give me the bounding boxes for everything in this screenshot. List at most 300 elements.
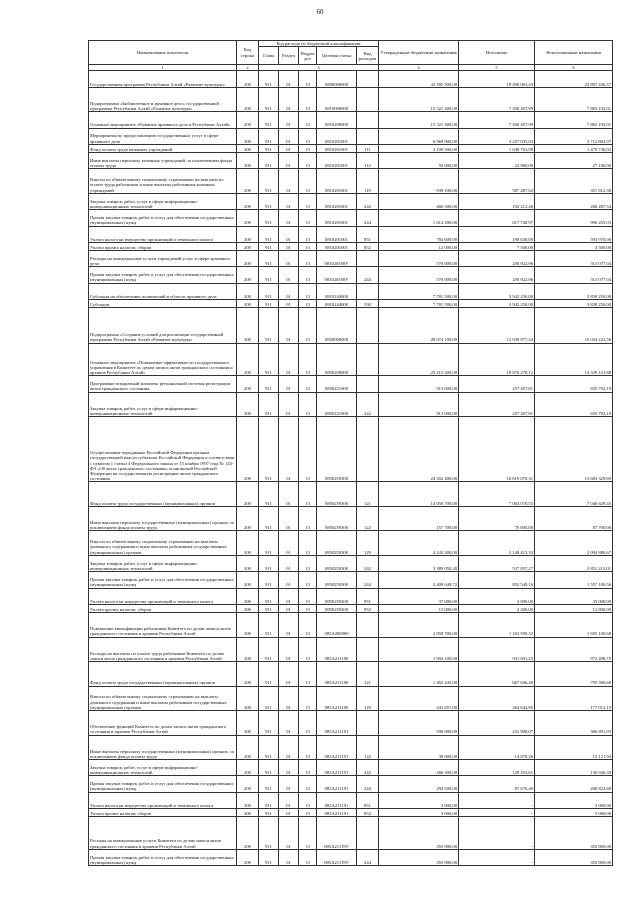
row-approved: 1 462 443,00: [379, 662, 459, 687]
row-glava: 911: [259, 169, 279, 194]
row-podrazdel: 13: [299, 71, 317, 87]
row-podrazdel: 13: [299, 376, 317, 392]
column-number: 4: [379, 65, 459, 71]
row-name: Подпрограмма «Библиотечное и архивное дело» государственной программы Республики Алтай «Развитие культуры»: [89, 87, 237, 112]
row-executed: 19 498 063,43: [459, 71, 535, 87]
row-approved: 2 858 700,00: [379, 613, 459, 638]
row-name: Уплата налога на имущество организаций и земельного налога: [89, 792, 237, 808]
row-executed: 192 212,46: [459, 193, 535, 209]
row-razdel: 01: [279, 613, 299, 638]
row-line-code: 200: [237, 482, 259, 507]
row-unexecuted: 5 000,00: [535, 808, 613, 816]
row-line-code: 200: [237, 193, 259, 209]
row-line-code: 200: [237, 776, 259, 792]
row-unexecuted: 355 800,00: [535, 817, 613, 850]
row-executed: 7 500,00: [459, 242, 535, 250]
row-podrazdel: 13: [299, 128, 317, 144]
row-glava: 911: [259, 308, 279, 343]
row-approved: 43 395 500,00: [379, 71, 459, 87]
row-glava: 911: [259, 226, 279, 242]
row-unexecuted: 268 287,54: [535, 193, 613, 209]
row-name: Иные выплаты персоналу государственных (муниципальных) органов, за исключением фонда оплаты труда: [89, 506, 237, 531]
row-executed: 129 353,61: [459, 760, 535, 776]
row-name: Субсидии на обеспечение полномочий в области архивного дела: [89, 283, 237, 299]
row-approved: 12 000,00: [379, 242, 459, 250]
row-podrazdel: 13: [299, 776, 317, 792]
row-executed: 7 458 207,99: [459, 112, 535, 128]
row-razdel: 01: [279, 226, 299, 242]
row-name: Закупка товаров, работ, услуг в сфере информационно-коммуникационных технологий: [89, 555, 237, 571]
row-executed: 852 549,16: [459, 572, 535, 588]
row-razdel: 01: [279, 144, 299, 152]
row-approved: 294 500,00: [379, 776, 459, 792]
row-glava: 911: [259, 144, 279, 152]
row-razdel: 01: [279, 71, 299, 87]
row-podrazdel: 13: [299, 300, 317, 308]
row-target: 085А211191: [317, 808, 357, 816]
row-podrazdel: 13: [299, 283, 317, 299]
row-approved: 570 000,00: [379, 251, 459, 267]
row-expense-type: 111: [357, 144, 379, 152]
row-approved: 7 781 500,00: [379, 283, 459, 299]
row-unexecuted: 996 459,03: [535, 210, 613, 226]
table-row: [89, 169, 613, 194]
row-target: 085А211100: [317, 686, 357, 711]
row-unexecuted: 795 396,60: [535, 662, 613, 687]
row-line-code: 200: [237, 604, 259, 612]
row-target: 0850259300: [317, 482, 357, 507]
row-executed: 3 942 250,00: [459, 300, 535, 308]
row-podrazdel: 13: [299, 343, 317, 376]
row-glava: 911: [259, 267, 279, 283]
row-podrazdel: 13: [299, 572, 317, 588]
row-unexecuted: 7 046 629,45: [535, 482, 613, 507]
row-podrazdel: 13: [299, 169, 317, 194]
row-glava: 911: [259, 637, 279, 662]
row-approved: 784 600,00: [379, 226, 459, 242]
table-row: [89, 760, 613, 776]
row-razdel: 01: [279, 711, 299, 736]
table-row: [89, 531, 613, 556]
row-unexecuted: 87 700,00: [535, 506, 613, 531]
row-executed: 70 000,00: [459, 506, 535, 531]
row-target: 0850259300: [317, 531, 357, 556]
row-executed: -: [459, 792, 535, 808]
row-name: Уплата прочих налогов, сборов: [89, 808, 237, 816]
row-executed: 258 922,96: [459, 267, 535, 283]
row-razdel: 01: [279, 817, 299, 850]
row-name: Осуществление переданных Российской Федерации органам государственной власти субъектов Российской Федерации в соответствии с пунктом 1 статьи 4 Федерального закона от 15 ноября 1997 года № 143-ФЗ «Об актах гражданского состояния» полномочий Российской Федерации на государственную регистрацию актов гражданского состояния: [89, 417, 237, 482]
row-executed: 2 148 413,33: [459, 531, 535, 556]
header-target: Целевая статья: [317, 47, 357, 65]
row-unexecuted: 136 946,39: [535, 760, 613, 776]
row-glava: 911: [259, 686, 279, 711]
row-razdel: 01: [279, 735, 299, 760]
table-row: [89, 226, 613, 242]
row-name: Фонд оплаты труда государственных (муниципальных) органов: [89, 662, 237, 687]
row-target: 085А211191: [317, 792, 357, 808]
row-expense-type: 122: [357, 735, 379, 760]
row-executed: 257 207,81: [459, 392, 535, 417]
row-expense-type: [357, 417, 379, 482]
row-line-code: 200: [237, 343, 259, 376]
row-name: Фонд оплаты труда казенных учреждений: [89, 144, 237, 152]
row-expense-type: 852: [357, 242, 379, 250]
table-row: [89, 71, 613, 87]
row-name: Прочая закупка товаров, работ и услуг для обеспечения государственных (муниципальных) нужд: [89, 776, 237, 792]
row-target: 081020100У: [317, 267, 357, 283]
row-approved: 24 302 400,00: [379, 417, 459, 482]
row-name: Закупка товаров, работ, услуг в сфере информационно-коммуникационных технологий: [89, 760, 237, 776]
row-name: Прочая закупка товаров, работ и услуг для обеспечения государственных (муниципальных) нужд: [89, 849, 237, 865]
row-target: 085А21119У: [317, 817, 357, 850]
row-approved: 7 781 500,00: [379, 300, 459, 308]
row-approved: 37 000,00: [379, 588, 459, 604]
row-approved: 1 904 100,00: [379, 637, 459, 662]
row-target: 0850000000: [317, 308, 357, 343]
row-podrazdel: 13: [299, 210, 317, 226]
row-unexecuted: 4 500,00: [535, 242, 613, 250]
row-executed: -: [459, 849, 535, 865]
row-podrazdel: 13: [299, 506, 317, 531]
row-razdel: 01: [279, 169, 299, 194]
row-podrazdel: 13: [299, 482, 317, 507]
table-row: [89, 817, 613, 850]
row-expense-type: [357, 817, 379, 850]
row-razdel: 01: [279, 637, 299, 662]
table-row: [89, 308, 613, 343]
row-line-code: 200: [237, 283, 259, 299]
row-target: 085А211191: [317, 735, 357, 760]
row-glava: 911: [259, 417, 279, 482]
row-expense-type: [357, 112, 379, 128]
row-podrazdel: 13: [299, 686, 317, 711]
row-approved: 15 000,00: [379, 604, 459, 612]
row-name: Иные выплаты персоналу государственных (муниципальных) органов, за исключением фонда оплаты труда: [89, 735, 237, 760]
row-executed: 3 942 250,00: [459, 283, 535, 299]
row-executed: -: [459, 808, 535, 816]
row-target: 0850221000: [317, 376, 357, 392]
row-glava: 911: [259, 283, 279, 299]
row-razdel: 01: [279, 506, 299, 531]
row-name: Расходы на коммунальные услуги Комитета по делам записи актов гражданского состояния и архивов Республики Алтай: [89, 817, 237, 850]
row-expense-type: [357, 343, 379, 376]
row-expense-type: [357, 251, 379, 267]
row-name: Государственная программа Республики Алтай «Развитие культуры»: [89, 71, 237, 87]
row-line-code: 200: [237, 849, 259, 865]
row-line-code: 200: [237, 144, 259, 152]
row-podrazdel: 13: [299, 392, 317, 417]
row-razdel: 01: [279, 343, 299, 376]
row-razdel: 01: [279, 251, 299, 267]
table-row: [89, 849, 613, 865]
row-podrazdel: 13: [299, 817, 317, 850]
row-executed: 257 207,81: [459, 376, 535, 392]
row-glava: 911: [259, 555, 279, 571]
row-glava: 911: [259, 849, 279, 865]
row-approved: 28 074 100,00: [379, 308, 459, 343]
row-line-code: 200: [237, 711, 259, 736]
row-glava: 911: [259, 792, 279, 808]
row-executed: 22 900,00: [459, 153, 535, 169]
row-approved: 355 800,00: [379, 817, 459, 850]
row-line-code: 200: [237, 251, 259, 267]
row-razdel: 01: [279, 849, 299, 865]
row-approved: 30 000,00: [379, 735, 459, 760]
row-approved: 15 321 400,00: [379, 112, 459, 128]
row-expense-type: 244: [357, 776, 379, 792]
row-podrazdel: 13: [299, 144, 317, 152]
row-approved: 4 243 300,00: [379, 531, 459, 556]
header-classification: Код расхода по бюджетной классификации: [259, 41, 379, 47]
row-line-code: 200: [237, 637, 259, 662]
row-name: Основное мероприятие «Развитие архивного дела в Республике Алтай»: [89, 112, 237, 128]
table-row: [89, 144, 613, 152]
row-name: Мероприятия по предоставлению государственных услуг в сфере архивного дела: [89, 128, 237, 144]
table-row: [89, 588, 613, 604]
table-row: [89, 711, 613, 736]
row-executed: 12 039 877,44: [459, 308, 535, 343]
row-name: Прочая закупка товаров, работ и услуг для обеспечения государственных (муниципальных) нужд: [89, 210, 237, 226]
row-glava: 911: [259, 776, 279, 792]
row-name: Основное мероприятие «Повышение эффективности государственного управления в Комитете по делам записи актов гражданского состояния и архивов Республики Алтай»: [89, 343, 237, 376]
row-glava: 911: [259, 506, 279, 531]
row-name: Закупка товаров, работ, услуг в сфере информационно-коммуникационных технологий: [89, 392, 237, 417]
row-line-code: 200: [237, 71, 259, 87]
row-executed: 4 000,00: [459, 588, 535, 604]
row-name: Субсидии: [89, 300, 237, 308]
row-name: Прочая закупка товаров, работ и услуг для обеспечения государственных (муниципальных) нужд: [89, 267, 237, 283]
row-target: 085А211100: [317, 662, 357, 687]
row-glava: 911: [259, 662, 279, 687]
row-unexecuted: 13 683 329,69: [535, 417, 613, 482]
row-razdel: 01: [279, 776, 299, 792]
row-approved: 3 109 500,00: [379, 144, 459, 152]
row-line-code: 200: [237, 392, 259, 417]
row-line-code: 200: [237, 555, 259, 571]
row-glava: 911: [259, 808, 279, 816]
row-expense-type: 129: [357, 531, 379, 556]
row-executed: 264 644,85: [459, 686, 535, 711]
row-target: 0810244000: [317, 283, 357, 299]
row-unexecuted: 14 339 121,88: [535, 343, 613, 376]
row-expense-type: 119: [357, 169, 379, 194]
row-line-code: 200: [237, 531, 259, 556]
row-target: 0850259300: [317, 555, 357, 571]
table-row: [89, 555, 613, 571]
row-target: 0800000000: [317, 71, 357, 87]
row-unexecuted: 972 408,75: [535, 637, 613, 662]
table-row: [89, 128, 613, 144]
row-target: 0850259300: [317, 417, 357, 482]
page-number: 60: [316, 8, 324, 16]
row-executed: 587 287,62: [459, 169, 535, 194]
row-glava: 911: [259, 572, 279, 588]
header-executed: Исполнено: [459, 41, 535, 65]
column-number: 3: [259, 65, 379, 71]
row-unexecuted: 3 839 250,00: [535, 300, 613, 308]
row-expense-type: 851: [357, 588, 379, 604]
row-razdel: 01: [279, 686, 299, 711]
row-unexecuted: 593 970,00: [535, 226, 613, 242]
row-target: 0850259300: [317, 604, 357, 612]
row-executed: 1 163 599,32: [459, 613, 535, 638]
row-approved: 441 657,00: [379, 686, 459, 711]
row-approved: 939 100,00: [379, 169, 459, 194]
row-expense-type: [357, 71, 379, 87]
row-podrazdel: 13: [299, 792, 317, 808]
row-name: Программно-аппаратный комплекс региональной системы регистрации актов гражданского состояния: [89, 376, 237, 392]
header-unexecuted: Неисполненные назначения: [535, 41, 613, 65]
row-target: 0810201001: [317, 128, 357, 144]
table-row: [89, 686, 613, 711]
row-expense-type: 242: [357, 555, 379, 571]
row-glava: 911: [259, 376, 279, 392]
table-row: [89, 604, 613, 612]
row-target: 085А211100: [317, 637, 357, 662]
table-body: [89, 71, 613, 866]
row-podrazdel: 13: [299, 267, 317, 283]
row-razdel: 01: [279, 128, 299, 144]
row-razdel: 01: [279, 283, 299, 299]
table-row: [89, 193, 613, 209]
row-executed: 1 638 763,98: [459, 144, 535, 152]
row-podrazdel: 13: [299, 87, 317, 112]
row-podrazdel: 13: [299, 637, 317, 662]
row-unexecuted: 355 800,00: [535, 849, 613, 865]
column-number: 5: [459, 65, 535, 71]
row-executed: 231 908,07: [459, 711, 535, 736]
row-expense-type: [357, 613, 379, 638]
row-expense-type: 121: [357, 662, 379, 687]
row-approved: 460 500,00: [379, 193, 459, 209]
row-executed: 7 458 207,99: [459, 87, 535, 112]
table-row: [89, 792, 613, 808]
row-line-code: 200: [237, 417, 259, 482]
row-approved: 14 050 700,00: [379, 482, 459, 507]
row-line-code: 200: [237, 112, 259, 128]
table-row: [89, 343, 613, 376]
header-name: Наименование показателя: [89, 41, 237, 65]
row-razdel: 01: [279, 112, 299, 128]
row-glava: 911: [259, 711, 279, 736]
row-target: 0810200000: [317, 112, 357, 128]
row-podrazdel: 13: [299, 613, 317, 638]
table-row: [89, 283, 613, 299]
row-target: 085А211191: [317, 760, 357, 776]
row-approved: 598 800,00: [379, 711, 459, 736]
table-row: [89, 776, 613, 792]
row-expense-type: [357, 376, 379, 392]
row-expense-type: 129: [357, 686, 379, 711]
row-approved: 913 000,00: [379, 392, 459, 417]
row-razdel: 01: [279, 417, 299, 482]
row-expense-type: [357, 283, 379, 299]
row-unexecuted: 311 077,04: [535, 267, 613, 283]
row-executed: 537 837,27: [459, 555, 535, 571]
row-executed: 10 619 070,31: [459, 417, 535, 482]
row-glava: 911: [259, 242, 279, 250]
table-row: [89, 417, 613, 482]
row-expense-type: 244: [357, 267, 379, 283]
row-unexecuted: 177 012,15: [535, 686, 613, 711]
row-line-code: 200: [237, 87, 259, 112]
row-approved: 570 000,00: [379, 267, 459, 283]
row-unexecuted: 311 077,04: [535, 251, 613, 267]
row-approved: 25 215 400,00: [379, 343, 459, 376]
column-number: 2: [237, 65, 259, 71]
header-approved: Утвержденные бюджетные назначения: [379, 41, 459, 65]
row-name: Повышение квалификации работников Комитета по делам записи актов гражданского состояния и архивов Республики Алтай: [89, 613, 237, 638]
header-razdel: Раздел: [279, 47, 299, 65]
row-unexecuted: 7 863 192,01: [535, 112, 613, 128]
row-executed: 617 740,97: [459, 210, 535, 226]
row-podrazdel: 13: [299, 112, 317, 128]
row-executed: 14 878,26: [459, 735, 535, 760]
row-name: Подпрограмма «Создание условий для реализации государственной программы Республики Алтай «Развитие культуры»: [89, 308, 237, 343]
row-executed: 7 004 070,55: [459, 482, 535, 507]
row-line-code: 200: [237, 662, 259, 687]
row-name: Расходы на выплаты по оплате труда работников Комитета по делам записи актов гражданского состояния и архивов Республики Алтай: [89, 637, 237, 662]
row-podrazdel: 13: [299, 711, 317, 736]
column-number: 6: [535, 65, 613, 71]
row-name: Взносы по обязательному социальному страхованию на выплаты денежного содержания и иные выплаты работникам государственных (муниципальных) органов: [89, 531, 237, 556]
row-unexecuted: 15 121,94: [535, 735, 613, 760]
row-target: 0810201001: [317, 193, 357, 209]
row-unexecuted: 366 891,93: [535, 711, 613, 736]
row-podrazdel: 13: [299, 251, 317, 267]
table-row: [89, 376, 613, 392]
row-unexecuted: 655 792,19: [535, 392, 613, 417]
row-unexecuted: 2 851 213,01: [535, 555, 613, 571]
row-razdel: 01: [279, 572, 299, 588]
row-glava: 911: [259, 251, 279, 267]
row-expense-type: 851: [357, 226, 379, 242]
row-approved: 50 000,00: [379, 153, 459, 169]
row-line-code: 200: [237, 735, 259, 760]
row-name: Уплата прочих налогов, сборов: [89, 242, 237, 250]
row-razdel: 01: [279, 193, 299, 209]
row-glava: 911: [259, 300, 279, 308]
row-approved: 3 389 050,28: [379, 555, 459, 571]
row-line-code: 200: [237, 169, 259, 194]
row-podrazdel: 13: [299, 153, 317, 169]
row-approved: 6 969 900,00: [379, 128, 459, 144]
row-expense-type: [357, 711, 379, 736]
row-executed: 3 257 035,03: [459, 128, 535, 144]
row-razdel: 01: [279, 531, 299, 556]
row-target: 085А21119У: [317, 849, 357, 865]
row-razdel: 01: [279, 153, 299, 169]
row-target: 085А211191: [317, 711, 357, 736]
row-razdel: 01: [279, 267, 299, 283]
row-approved: 15 321 400,00: [379, 87, 459, 112]
row-approved: 355 800,00: [379, 849, 459, 865]
row-unexecuted: 1 695 100,68: [535, 613, 613, 638]
row-line-code: 200: [237, 686, 259, 711]
row-unexecuted: 23 897 436,57: [535, 71, 613, 87]
row-glava: 911: [259, 482, 279, 507]
row-glava: 911: [259, 588, 279, 604]
table-row: [89, 267, 613, 283]
row-expense-type: [357, 637, 379, 662]
row-approved: 266 300,00: [379, 760, 459, 776]
row-executed: 10 876 278,12: [459, 343, 535, 376]
row-approved: 5 000,00: [379, 808, 459, 816]
row-razdel: 01: [279, 555, 299, 571]
table-row: [89, 392, 613, 417]
row-line-code: 200: [237, 760, 259, 776]
